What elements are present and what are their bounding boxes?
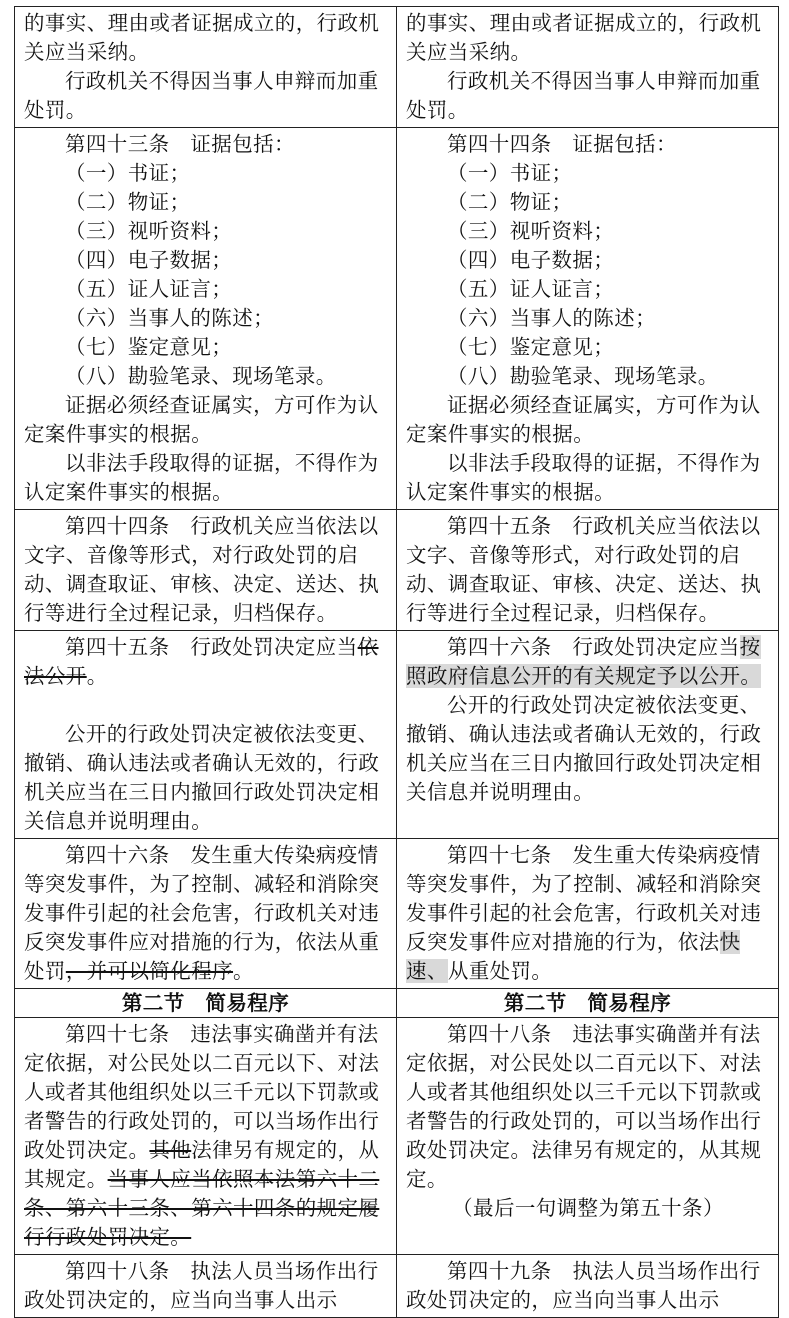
article-heading: 第四十五条 行政处罚决定应当 <box>65 635 358 659</box>
added-text: 快速、 <box>406 930 741 983</box>
table-row <box>15 128 779 510</box>
paragraph: 第四十八条 违法事实确凿并有法定依据，对公民处以二百元以下、对法人或者其他组织处以三千元以下罚款或者警告的行政处罚的，可以当场作出行政处罚决定。法律另有规定的，从其规定。 <box>406 1022 762 1191</box>
deleted-text: ，并可以简化程序 <box>65 959 234 983</box>
punctuation: 。 <box>740 664 762 688</box>
table-row <box>15 839 779 989</box>
list-item: （六）当事人的陈述； <box>65 306 274 330</box>
list-item: （一）书证； <box>65 161 191 185</box>
editor-note: （最后一句调整为第五十条） <box>452 1196 724 1220</box>
paragraph <box>406 841 770 986</box>
paragraph: 的事实、理由或者证据成立的，行政机关应当采纳。 <box>406 11 762 64</box>
paragraph <box>24 633 388 691</box>
table-row <box>15 989 779 1018</box>
list-item: （五）证人证言； <box>65 277 233 301</box>
right-cell <box>397 631 779 839</box>
right-cell <box>397 510 779 631</box>
article-text: 第四十六条 发生重大传染病疫情等突发事件，为了控制、减轻和消除突发事件引起的社会危害，行政机关对违反突发事件应对措施的行为，依法从重处罚 <box>24 843 380 983</box>
paragraph: 以非法手段取得的证据，不得作为认定案件事实的根据。 <box>24 451 379 504</box>
punctuation: 。 <box>86 664 108 688</box>
list-item: （二）物证； <box>447 190 573 214</box>
list-item: （一）书证； <box>447 161 573 185</box>
table-row <box>15 7 779 128</box>
left-cell <box>15 1255 397 1318</box>
table-row <box>15 631 779 839</box>
paragraph: 证据必须经查证属实，方可作为认定案件事实的根据。 <box>24 393 379 446</box>
deleted-text: 依法公开 <box>24 635 379 688</box>
deleted-text: 其他 <box>149 1138 192 1162</box>
right-cell <box>397 128 779 510</box>
article-text: 法律另有规定的，从其规定。 <box>24 1138 380 1191</box>
table-row <box>15 1018 779 1255</box>
paragraph: 第四十九条 执法人员当场作出行政处罚决定的，应当向当事人出示 <box>406 1259 761 1312</box>
paragraph: 证据必须经查证属实，方可作为认定案件事实的根据。 <box>406 393 761 446</box>
article-heading: 第四十六条 行政处罚决定应当 <box>447 635 740 659</box>
section-heading: 第二节 简易程序 <box>15 989 397 1018</box>
deleted-text: 当事人应当依照本法第六十二条、第六十三条、第六十四条的规定履行行政处罚决定。 <box>24 1167 380 1249</box>
list-item: （二）物证； <box>65 190 191 214</box>
list-item: （六）当事人的陈述； <box>447 306 656 330</box>
paragraph: 第四十四条 行政机关应当依法以文字、音像等形式，对行政处罚的启动、调查取证、审核、决定、送达、执行等进行全过程记录，归档保存。 <box>24 514 380 625</box>
paragraph: 以非法手段取得的证据，不得作为认定案件事实的根据。 <box>406 451 761 504</box>
right-cell <box>397 839 779 989</box>
paragraph: 的事实、理由或者证据成立的，行政机关应当采纳。 <box>24 11 380 64</box>
list-item: （四）电子数据； <box>447 248 615 272</box>
list-item: （五）证人证言； <box>447 277 615 301</box>
spacer <box>24 691 388 720</box>
paragraph <box>24 841 388 986</box>
paragraph: 公开的行政处罚决定被依法变更、撤销、确认违法或者确认无效的，行政机关应当在三日内撤回行政处罚决定相关信息并说明理由。 <box>406 693 762 804</box>
paragraph <box>406 633 770 691</box>
article-text: 从重处罚。 <box>447 959 553 983</box>
article-heading: 第四十四条 证据包括： <box>447 132 677 156</box>
paragraph <box>24 1020 388 1252</box>
paragraph: 公开的行政处罚决定被依法变更、撤销、确认违法或者确认无效的，行政机关应当在三日内撤回行政处罚决定相关信息并说明理由。 <box>24 722 380 833</box>
table-row <box>15 1255 779 1318</box>
left-cell <box>15 128 397 510</box>
paragraph: 行政机关不得因当事人申辩而加重处罚。 <box>24 69 379 122</box>
list-item: （八）勘验笔录、现场笔录。 <box>65 364 337 388</box>
list-item: （八）勘验笔录、现场笔录。 <box>447 364 719 388</box>
list-item: （七）鉴定意见； <box>447 335 615 359</box>
article-heading: 第四十三条 证据包括： <box>65 132 295 156</box>
list-item: （四）电子数据； <box>65 248 233 272</box>
paragraph: 第四十八条 执法人员当场作出行政处罚决定的，应当向当事人出示 <box>24 1259 379 1312</box>
paragraph: 行政机关不得因当事人申辩而加重处罚。 <box>406 69 761 122</box>
punctuation: 。 <box>233 959 254 983</box>
list-item: （三）视听资料； <box>65 219 233 243</box>
table-row <box>15 510 779 631</box>
article-text: 第四十七条 违法事实确凿并有法定依据，对公民处以二百元以下、对法人或者其他组织处以三千元以下罚款或者警告的行政处罚的，可以当场作出行政处罚决定。 <box>24 1022 380 1162</box>
paragraph: 第四十五条 行政机关应当依法以文字、音像等形式，对行政处罚的启动、调查取证、审核、决定、送达、执行等进行全过程记录，归档保存。 <box>406 514 762 625</box>
right-cell <box>397 1255 779 1318</box>
left-cell <box>15 631 397 839</box>
law-comparison-table <box>14 6 779 1318</box>
added-text: 按照政府信息公开的有关规定予以公开 <box>406 635 761 688</box>
section-heading: 第二节 简易程序 <box>397 989 779 1018</box>
right-cell <box>397 1018 779 1255</box>
left-cell <box>15 839 397 989</box>
left-cell <box>15 510 397 631</box>
list-item: （三）视听资料； <box>447 219 615 243</box>
left-cell <box>15 7 397 128</box>
list-item: （七）鉴定意见； <box>65 335 233 359</box>
article-text: 第四十七条 发生重大传染病疫情等突发事件，为了控制、减轻和消除突发事件引起的社会危害，行政机关对违反突发事件应对措施的行为，依法 <box>406 843 762 954</box>
right-cell <box>397 7 779 128</box>
left-cell <box>15 1018 397 1255</box>
